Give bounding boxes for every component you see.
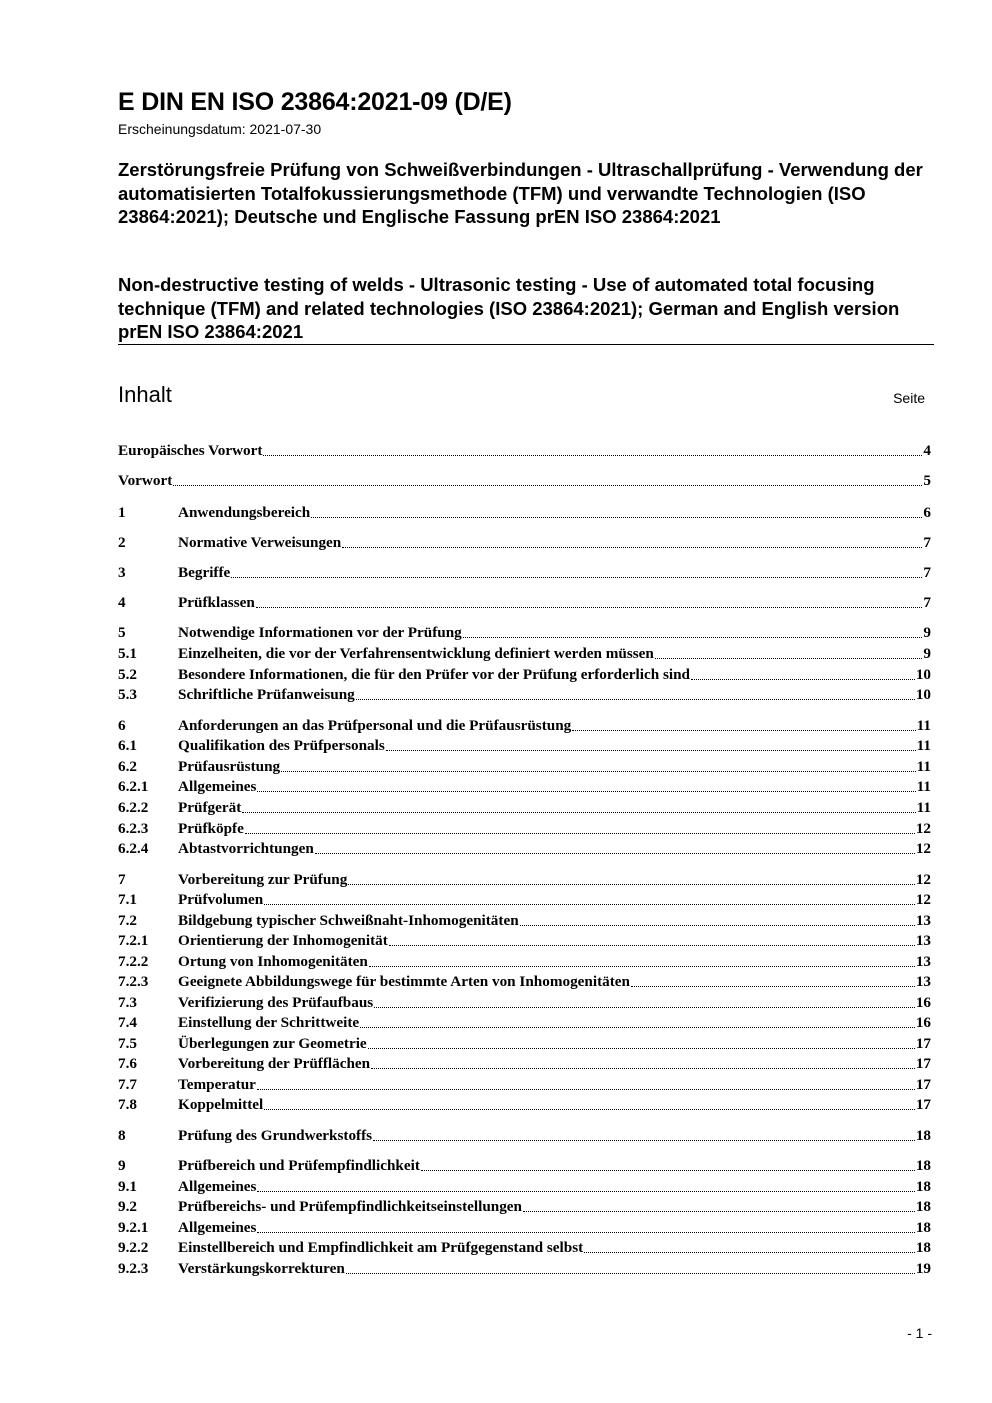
toc-entry-title: Begriffe	[178, 564, 231, 581]
toc-entry-number: 7.4	[118, 1014, 137, 1031]
toc-entry-page: 17	[915, 1076, 931, 1093]
toc-entry[interactable]	[118, 1155, 931, 1175]
toc-entry-number: 9.2.2	[118, 1239, 149, 1256]
toc-entry[interactable]	[118, 776, 931, 796]
toc-entry[interactable]	[118, 1217, 931, 1237]
toc-entry[interactable]	[118, 622, 931, 642]
toc-entry-title: Besondere Informationen, die für den Prüfer vor der Prüfung erforderlich sind	[178, 666, 690, 683]
toc-entry[interactable]	[118, 664, 931, 684]
toc-entry-page: 13	[915, 932, 931, 949]
toc-entry-page: 9	[923, 645, 931, 662]
toc-dot-leader	[342, 547, 922, 548]
toc-entry-number: 2	[118, 534, 126, 551]
toc-entry-number: 5.2	[118, 666, 137, 683]
toc-entry-number: 9.1	[118, 1178, 137, 1195]
toc-entry-number: 7.7	[118, 1076, 137, 1093]
toc-dot-leader	[315, 853, 915, 854]
toc-entry-page: 11	[916, 799, 931, 816]
toc-entry-page: 10	[915, 666, 931, 683]
toc-entry-page: 13	[915, 953, 931, 970]
toc-entry-page: 11	[916, 778, 931, 795]
toc-dot-leader	[691, 679, 915, 680]
toc-entry-number: 7.5	[118, 1035, 137, 1052]
toc-entry-number: 7.2.3	[118, 973, 149, 990]
toc-entry-page: 18	[915, 1198, 931, 1215]
toc-entry[interactable]	[118, 1196, 931, 1216]
toc-dot-leader	[256, 607, 923, 608]
toc-dot-leader	[281, 771, 916, 772]
toc-entry[interactable]	[118, 562, 931, 582]
toc-dot-leader	[368, 1048, 915, 1049]
publication-date: Erscheinungsdatum: 2021-07-30	[118, 121, 322, 137]
toc-page-label: Seite	[893, 390, 925, 406]
toc-entry[interactable]	[118, 643, 931, 663]
toc-entry-title: Prüfklassen	[178, 594, 255, 611]
toc-entry-title: Einstellung der Schrittweite	[178, 1014, 360, 1031]
toc-entry-number: 5.1	[118, 645, 137, 662]
toc-dot-leader	[369, 966, 915, 967]
toc-entry[interactable]	[118, 1033, 931, 1053]
toc-dot-leader	[631, 986, 915, 987]
toc-entry-page: 12	[915, 820, 931, 837]
toc-entry-page: 16	[915, 1014, 931, 1031]
toc-dot-leader	[311, 517, 922, 518]
toc-entry-number: 5.3	[118, 686, 137, 703]
toc-entry-title: Anforderungen an das Prüfpersonal und die Prüfausrüstung	[178, 717, 572, 734]
toc-dot-leader	[389, 945, 915, 946]
toc-entry[interactable]	[118, 440, 931, 460]
toc-entry-title: Bildgebung typischer Schweißnaht-Inhomogenitäten	[178, 912, 519, 929]
toc-entry[interactable]	[118, 1012, 931, 1032]
title-divider	[118, 344, 934, 345]
toc-dot-leader	[231, 577, 922, 578]
toc-dot-leader	[374, 1007, 915, 1008]
toc-dot-leader	[360, 1027, 915, 1028]
toc-entry-title: Temperatur	[178, 1076, 256, 1093]
toc-entry-title: Europäisches Vorwort	[118, 442, 263, 459]
document-title: E DIN EN ISO 23864:2021-09 (D/E)	[118, 88, 512, 116]
toc-entry-title: Koppelmittel	[178, 1096, 264, 1113]
toc-entry-title: Einstellbereich und Empfindlichkeit am Prüfgegenstand selbst	[178, 1239, 584, 1256]
toc-dot-leader	[257, 1089, 915, 1090]
toc-entry-page: 12	[915, 891, 931, 908]
toc-entry[interactable]	[118, 992, 931, 1012]
toc-entry-number: 7.2.2	[118, 953, 149, 970]
toc-entry-title: Qualifikation des Prüfpersonals	[178, 737, 385, 754]
toc-entry-title: Prüfbereichs- und Prüfempfindlichkeitseinstellungen	[178, 1198, 522, 1215]
toc-entry-title: Prüfgerät	[178, 799, 242, 816]
toc-entry-number: 7	[118, 871, 126, 888]
toc-entry-page: 10	[915, 686, 931, 703]
toc-entry-title: Allgemeines	[178, 778, 257, 795]
toc-entry-title: Allgemeines	[178, 1178, 257, 1195]
toc-entry-number: 9.2.1	[118, 1219, 149, 1236]
toc-entry-number: 9.2.3	[118, 1260, 149, 1277]
toc-entry[interactable]	[118, 1125, 931, 1145]
toc-entry-page: 13	[915, 973, 931, 990]
toc-entry-page: 9	[923, 624, 931, 641]
toc-entry-title: Vorbereitung der Prüfflächen	[178, 1055, 371, 1072]
toc-entry-number: 7.1	[118, 891, 137, 908]
toc-entry-number: 7.3	[118, 994, 137, 1011]
toc-entry[interactable]	[118, 910, 931, 930]
toc-entry-title: Normative Verweisungen	[178, 534, 342, 551]
toc-entry[interactable]	[118, 592, 931, 612]
toc-entry-title: Geeignete Abbildungswege für bestimmte Arten von Inhomogenitäten	[178, 973, 630, 990]
toc-dot-leader	[520, 925, 915, 926]
toc-entry-page: 18	[915, 1157, 931, 1174]
toc-entry[interactable]	[118, 838, 931, 858]
toc-entry-page: 11	[916, 758, 931, 775]
toc-entry[interactable]	[118, 756, 931, 776]
toc-dot-leader	[356, 699, 915, 700]
toc-dot-leader	[346, 1273, 915, 1274]
toc-entry[interactable]	[118, 1074, 931, 1094]
toc-entry-number: 6.2	[118, 758, 137, 775]
toc-dot-leader	[371, 1068, 915, 1069]
toc-entry-page: 11	[916, 717, 931, 734]
toc-entry-title: Verstärkungskorrekturen	[178, 1260, 345, 1277]
toc-entry-page: 16	[915, 994, 931, 1011]
toc-entry-title: Prüfköpfe	[178, 820, 244, 837]
toc-entry-number: 7.2	[118, 912, 137, 929]
toc-entry-page: 17	[915, 1096, 931, 1113]
toc-entry[interactable]	[118, 1176, 931, 1196]
toc-entry-page: 17	[915, 1035, 931, 1052]
toc-entry-title: Allgemeines	[178, 1219, 257, 1236]
toc-dot-leader	[245, 833, 915, 834]
toc-entry[interactable]	[118, 715, 931, 735]
toc-entry-title: Überlegungen zur Geometrie	[178, 1035, 367, 1052]
toc-entry-title: Abtastvorrichtungen	[178, 840, 314, 857]
toc-entry-title: Anwendungsbereich	[178, 504, 311, 521]
toc-entry[interactable]	[118, 684, 931, 704]
toc-entry-page: 12	[915, 871, 931, 888]
toc-entry[interactable]	[118, 971, 931, 991]
toc-entry-title: Orientierung der Inhomogenität	[178, 932, 388, 949]
toc-entry-number: 8	[118, 1127, 126, 1144]
toc-entry-page: 5	[923, 472, 931, 489]
toc-entry-title: Vorbereitung zur Prüfung	[178, 871, 348, 888]
toc-entry[interactable]	[118, 1237, 931, 1257]
toc-entry[interactable]	[118, 502, 931, 522]
toc-entry-page: 18	[915, 1127, 931, 1144]
toc-dot-leader	[386, 750, 916, 751]
toc-entry-title: Einzelheiten, die vor der Verfahrensentwicklung definiert werden müssen	[178, 645, 654, 662]
toc-entry[interactable]	[118, 951, 931, 971]
toc-entry-title: Prüfbereich und Prüfempfindlichkeit	[178, 1157, 420, 1174]
toc-entry[interactable]	[118, 869, 931, 889]
toc-entry[interactable]	[118, 1053, 931, 1073]
toc-dot-leader	[264, 904, 915, 905]
toc-entry-page: 13	[915, 912, 931, 929]
toc-entry-page: 7	[923, 594, 931, 611]
toc-entry[interactable]	[118, 1258, 931, 1278]
toc-entry-page: 7	[923, 564, 931, 581]
toc-dot-leader	[523, 1211, 915, 1212]
toc-entry-number: 9.2	[118, 1198, 137, 1215]
toc-entry-number: 7.2.1	[118, 932, 149, 949]
toc-dot-leader	[572, 730, 915, 731]
toc-entry-page: 6	[923, 504, 931, 521]
toc-entry[interactable]	[118, 735, 931, 755]
toc-entry-title: Vorwort	[118, 472, 173, 489]
toc-heading: Inhalt	[118, 382, 172, 407]
toc-entry-title: Schriftliche Prüfanweisung	[178, 686, 355, 703]
toc-entry-number: 6.2.1	[118, 778, 149, 795]
english-title: Non-destructive testing of welds - Ultrasonic testing - Use of automated total focusing technique (TFM) and related technologies (ISO 23864:2021); German and English version prEN ISO 23864:2021	[118, 274, 900, 342]
toc-entry-title: Ortung von Inhomogenitäten	[178, 953, 368, 970]
toc-entry-page: 11	[916, 737, 931, 754]
toc-entry-title: Notwendige Informationen vor der Prüfung	[178, 624, 462, 641]
page-number: - 1 -	[907, 1325, 932, 1341]
toc-dot-leader	[263, 455, 922, 456]
toc-entry-number: 6	[118, 717, 126, 734]
toc-entry-title: Verifizierung des Prüfaufbaus	[178, 994, 374, 1011]
toc-entry-number: 5	[118, 624, 126, 641]
toc-entry-number: 7.6	[118, 1055, 137, 1072]
toc-entry-title: Prüfung des Grundwerkstoffs	[178, 1127, 373, 1144]
toc-entry-number: 7.8	[118, 1096, 137, 1113]
toc-dot-leader	[257, 791, 915, 792]
toc-entry-page: 7	[923, 534, 931, 551]
toc-dot-leader	[373, 1140, 915, 1141]
toc-entry-title: Prüfvolumen	[178, 891, 264, 908]
toc-entry-page: 18	[915, 1219, 931, 1236]
toc-entry-number: 3	[118, 564, 126, 581]
toc-entry[interactable]	[118, 1094, 931, 1114]
toc-entry[interactable]	[118, 797, 931, 817]
toc-entry[interactable]	[118, 470, 931, 490]
toc-entry[interactable]	[118, 889, 931, 909]
toc-entry-page: 18	[915, 1239, 931, 1256]
toc-dot-leader	[264, 1109, 915, 1110]
toc-entry-title: Prüfausrüstung	[178, 758, 281, 775]
toc-entry-number: 9	[118, 1157, 126, 1174]
toc-entry-page: 12	[915, 840, 931, 857]
toc-dot-leader	[655, 658, 923, 659]
toc-entry-number: 6.2.4	[118, 840, 149, 857]
toc-entry-number: 6.2.2	[118, 799, 149, 816]
toc-dot-leader	[463, 637, 923, 638]
toc-entry-page: 17	[915, 1055, 931, 1072]
toc-dot-leader	[348, 884, 914, 885]
toc-dot-leader	[257, 1232, 914, 1233]
toc-entry-number: 6.2.3	[118, 820, 149, 837]
toc-entry-number: 6.1	[118, 737, 137, 754]
toc-entry-page: 19	[915, 1260, 931, 1277]
toc-dot-leader	[257, 1191, 914, 1192]
toc-dot-leader	[242, 812, 915, 813]
toc-dot-leader	[173, 485, 922, 486]
toc-entry[interactable]	[118, 532, 931, 552]
toc-entry-number: 1	[118, 504, 126, 521]
toc-entry-number: 4	[118, 594, 126, 611]
toc-entry-page: 4	[923, 442, 931, 459]
toc-entry-page: 18	[915, 1178, 931, 1195]
toc-dot-leader	[584, 1252, 915, 1253]
toc-dot-leader	[421, 1170, 915, 1171]
toc-entry[interactable]	[118, 818, 931, 838]
german-title: Zerstörungsfreie Prüfung von Schweißverbindungen - Ultraschallprüfung - Verwendung der automatisierten Totalfokussierungsmethode (TFM) und verwandte Technologien (ISO 23864:2021); Deutsche und Englische Fassung prEN ISO 23864:2021	[118, 159, 923, 227]
toc-entry[interactable]	[118, 930, 931, 950]
